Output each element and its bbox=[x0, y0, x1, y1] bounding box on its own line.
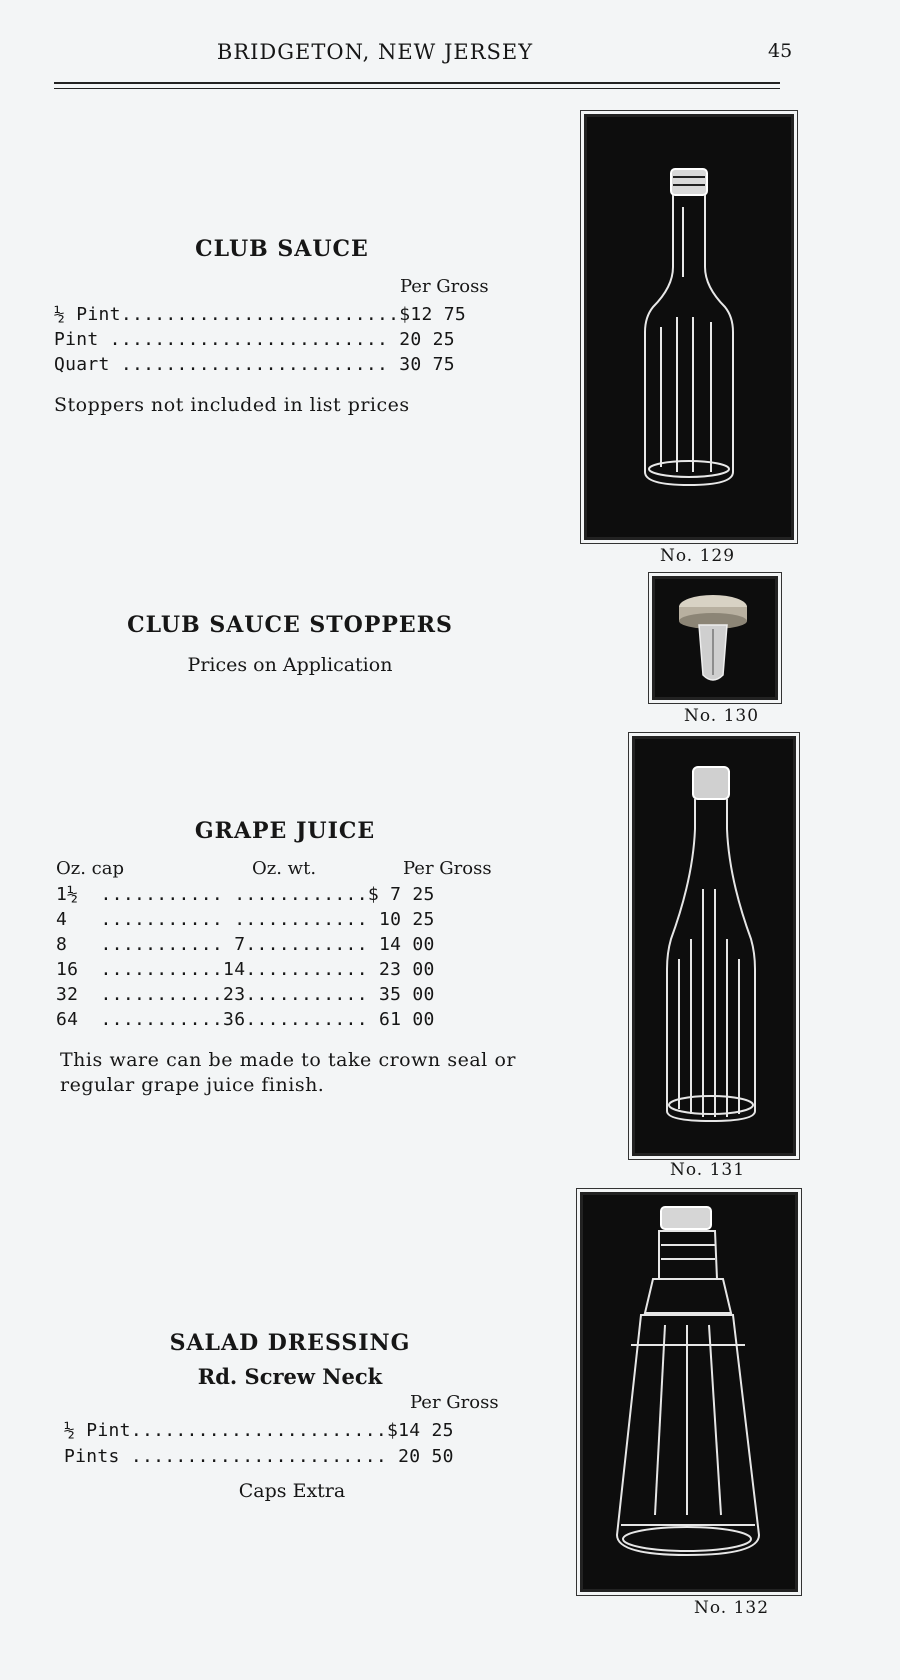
figure-caption-131: No. 131 bbox=[670, 1160, 746, 1180]
header-rule-top bbox=[54, 82, 780, 84]
club-sauce-title: CLUB SAUCE bbox=[195, 236, 369, 262]
club-sauce-price-row: Quart ........................ 30 75 bbox=[54, 354, 455, 375]
grape-juice-price-row: 64 ...........36........... 61 00 bbox=[56, 1009, 435, 1030]
stopper-130-illustration bbox=[652, 576, 778, 700]
page-number: 45 bbox=[768, 40, 793, 62]
stoppers-note: Prices on Application bbox=[187, 654, 393, 676]
club-sauce-column-header: Per Gross bbox=[400, 276, 489, 297]
club-sauce-price-row: ½ Pint.........................$12 75 bbox=[54, 304, 467, 325]
club-sauce-price-row: Pint ......................... 20 25 bbox=[54, 329, 455, 350]
grape-juice-col-cap: Oz. cap bbox=[56, 858, 125, 879]
bottle-129-illustration bbox=[584, 114, 794, 540]
bottle-131-illustration bbox=[632, 736, 796, 1156]
salad-dressing-bottle-icon bbox=[583, 1195, 795, 1589]
grape-juice-price-row: 32 ...........23........... 35 00 bbox=[56, 984, 435, 1005]
salad-dressing-column-header: Per Gross bbox=[410, 1392, 499, 1413]
grape-juice-bottle-icon bbox=[635, 739, 793, 1153]
grape-juice-col-price: Per Gross bbox=[403, 858, 492, 879]
grape-juice-price-row: 8 ........... 7........... 14 00 bbox=[56, 934, 435, 955]
figure-caption-132: No. 132 bbox=[694, 1598, 770, 1618]
salad-dressing-price-row: ½ Pint.......................$14 25 bbox=[64, 1420, 454, 1441]
salad-dressing-price-row: Pints ....................... 20 50 bbox=[64, 1446, 454, 1467]
figure-caption-130: No. 130 bbox=[684, 706, 760, 726]
bottle-132-illustration bbox=[580, 1192, 798, 1592]
grape-juice-note: This ware can be made to take crown seal or regular grape juice finish. bbox=[60, 1049, 516, 1096]
salad-dressing-note: Caps Extra bbox=[238, 1480, 346, 1502]
salad-dressing-subtitle: Rd. Screw Neck bbox=[197, 1364, 383, 1389]
stoppers-title: CLUB SAUCE STOPPERS bbox=[127, 612, 453, 638]
stopper-icon bbox=[655, 579, 775, 697]
grape-juice-price-row: 1½ ........... ............$ 7 25 bbox=[56, 884, 435, 905]
club-sauce-bottle-icon bbox=[587, 117, 791, 537]
grape-juice-price-row: 16 ...........14........... 23 00 bbox=[56, 959, 435, 980]
grape-juice-col-wt: Oz. wt. bbox=[252, 858, 317, 879]
grape-juice-title: GRAPE JUICE bbox=[194, 818, 376, 844]
club-sauce-note: Stoppers not included in list prices bbox=[54, 394, 410, 416]
grape-juice-price-row: 4 ........... ............ 10 25 bbox=[56, 909, 435, 930]
salad-dressing-title: SALAD DRESSING bbox=[169, 1330, 411, 1356]
header-rule-bottom bbox=[54, 88, 780, 89]
page-header-title: BRIDGETON, NEW JERSEY bbox=[216, 40, 534, 64]
figure-caption-129: No. 129 bbox=[660, 546, 736, 566]
